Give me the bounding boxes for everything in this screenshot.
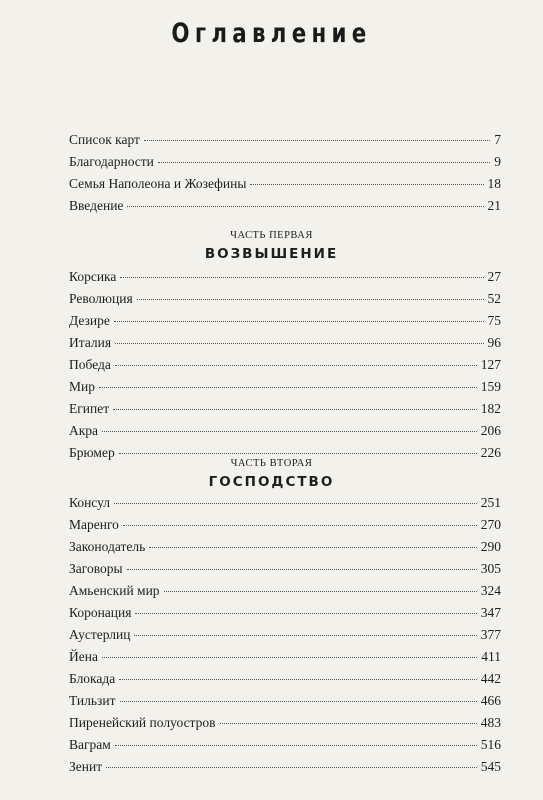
intro-list [69, 195, 501, 217]
toc-entry-page: 7 [494, 132, 501, 147]
part-one-label: ЧАСТЬ ПЕРВАЯ [230, 230, 313, 241]
toc-entry-label: Маренго [69, 517, 119, 532]
dot-leader [115, 365, 477, 366]
toc-entry-page: 442 [480, 671, 501, 686]
toc-entry-label: Революция [69, 291, 133, 306]
toc-entry-page: 75 [487, 313, 501, 328]
toc-entry-label: Зенит [69, 759, 103, 774]
dot-leader [102, 657, 477, 658]
toc-entry-page: 159 [480, 379, 501, 394]
toc-entry-page: 206 [480, 423, 501, 438]
dot-leader [144, 140, 490, 141]
toc-entry-label: Пиренейский полуостров [69, 715, 216, 730]
part-two-chapters [69, 492, 501, 778]
toc-entry [69, 580, 501, 602]
toc-entry-label: Брюмер [69, 445, 115, 460]
toc-entry [69, 376, 501, 398]
toc-entry-label: Список карт [69, 132, 140, 147]
toc-entry-page: 21 [487, 198, 501, 213]
toc-entry-page: 52 [487, 291, 501, 306]
toc-entry-label: Консул [69, 495, 111, 510]
dot-leader [115, 745, 477, 746]
dot-leader [115, 343, 483, 344]
toc-entry-label: Введение [69, 198, 124, 213]
toc-entry-page: 545 [480, 759, 501, 774]
toc-entry [69, 266, 501, 288]
toc-entry-page: 251 [480, 495, 501, 510]
toc-entry-label: Законодатель [69, 539, 146, 554]
dot-leader [113, 409, 477, 410]
toc-entry-label: Коронация [69, 605, 132, 620]
dot-leader [250, 184, 483, 185]
toc-entry [69, 332, 501, 354]
toc-entry-page: 96 [487, 335, 501, 350]
dot-leader [99, 387, 477, 388]
toc-entry-page: 9 [494, 154, 501, 169]
toc-entry-label: Италия [69, 335, 112, 350]
toc-entry-page: 27 [487, 269, 501, 284]
toc-entry-page: 377 [480, 627, 501, 642]
toc-entry [69, 558, 501, 580]
toc-entry-page: 18 [487, 176, 501, 191]
dot-leader [134, 635, 476, 636]
dot-leader [127, 569, 477, 570]
front-matter-list [69, 129, 501, 195]
dot-leader [164, 591, 477, 592]
dot-leader [106, 767, 477, 768]
dot-leader [135, 613, 476, 614]
toc-entry-page: 290 [480, 539, 501, 554]
dot-leader [120, 277, 483, 278]
toc-entry [69, 514, 501, 536]
toc-entry [69, 756, 501, 778]
toc-entry-label: Йена [69, 649, 98, 664]
toc-entry [69, 712, 501, 734]
dot-leader [220, 723, 477, 724]
toc-entry-label: Ваграм [69, 737, 111, 752]
toc-entry-page: 347 [480, 605, 501, 620]
toc-entry [69, 734, 501, 756]
toc-entry [69, 690, 501, 712]
dot-leader [127, 206, 483, 207]
part-two-label: ЧАСТЬ ВТОРАЯ [230, 458, 313, 469]
dot-leader [120, 701, 477, 702]
toc-entry-label: Благодарности [69, 154, 154, 169]
toc-entry-label: Победа [69, 357, 111, 372]
toc-entry-page: 305 [480, 561, 501, 576]
toc-entry [69, 398, 501, 420]
dot-leader [149, 547, 476, 548]
toc-entry [69, 310, 501, 332]
dot-leader [137, 299, 484, 300]
toc-entry [69, 646, 501, 668]
toc-entry [69, 492, 501, 514]
dot-leader [123, 525, 477, 526]
dot-leader [119, 679, 476, 680]
toc-entry-label: Амьенский мир [69, 583, 160, 598]
toc-entry [69, 288, 501, 310]
toc-entry [69, 173, 501, 195]
toc-entry [69, 195, 501, 217]
toc-entry-page: 411 [481, 649, 501, 664]
toc-entry-page: 483 [480, 715, 501, 730]
toc-entry-page: 324 [480, 583, 501, 598]
part-one-title: ВОЗВЫШЕНИЕ [204, 246, 339, 262]
toc-entry-label: Тильзит [69, 693, 116, 708]
dot-leader [119, 453, 477, 454]
dot-leader [114, 503, 477, 504]
toc-entry-page: 270 [480, 517, 501, 532]
toc-entry [69, 354, 501, 376]
toc-entry-label: Египет [69, 401, 110, 416]
toc-entry-page: 466 [480, 693, 501, 708]
dot-leader [102, 431, 477, 432]
toc-entry [69, 420, 501, 442]
toc-entry-page: 182 [480, 401, 501, 416]
toc-entry-page: 516 [480, 737, 501, 752]
toc-entry [69, 602, 501, 624]
toc-entry-label: Мир [69, 379, 95, 394]
toc-entry-label: Аустерлиц [69, 627, 131, 642]
toc-entry-label: Дезире [69, 313, 110, 328]
toc-entry-page: 127 [480, 357, 501, 372]
toc-entry-label: Семья Наполеона и Жозефины [69, 176, 247, 191]
part-one-chapters [69, 266, 501, 464]
toc-entry [69, 129, 501, 151]
toc-entry-label: Заговоры [69, 561, 123, 576]
dot-leader [158, 162, 490, 163]
part-two-title: ГОСПОДСТВО [208, 474, 335, 490]
toc-entry [69, 536, 501, 558]
dot-leader [114, 321, 484, 322]
toc-entry-label: Блокада [69, 671, 116, 686]
toc-entry [69, 624, 501, 646]
toc-entry [69, 151, 501, 173]
toc-entry [69, 668, 501, 690]
toc-entry-page: 226 [480, 445, 501, 460]
toc-entry-label: Корсика [69, 269, 117, 284]
toc-entry-label: Акра [69, 423, 99, 438]
page-title: Оглавление [171, 18, 372, 49]
